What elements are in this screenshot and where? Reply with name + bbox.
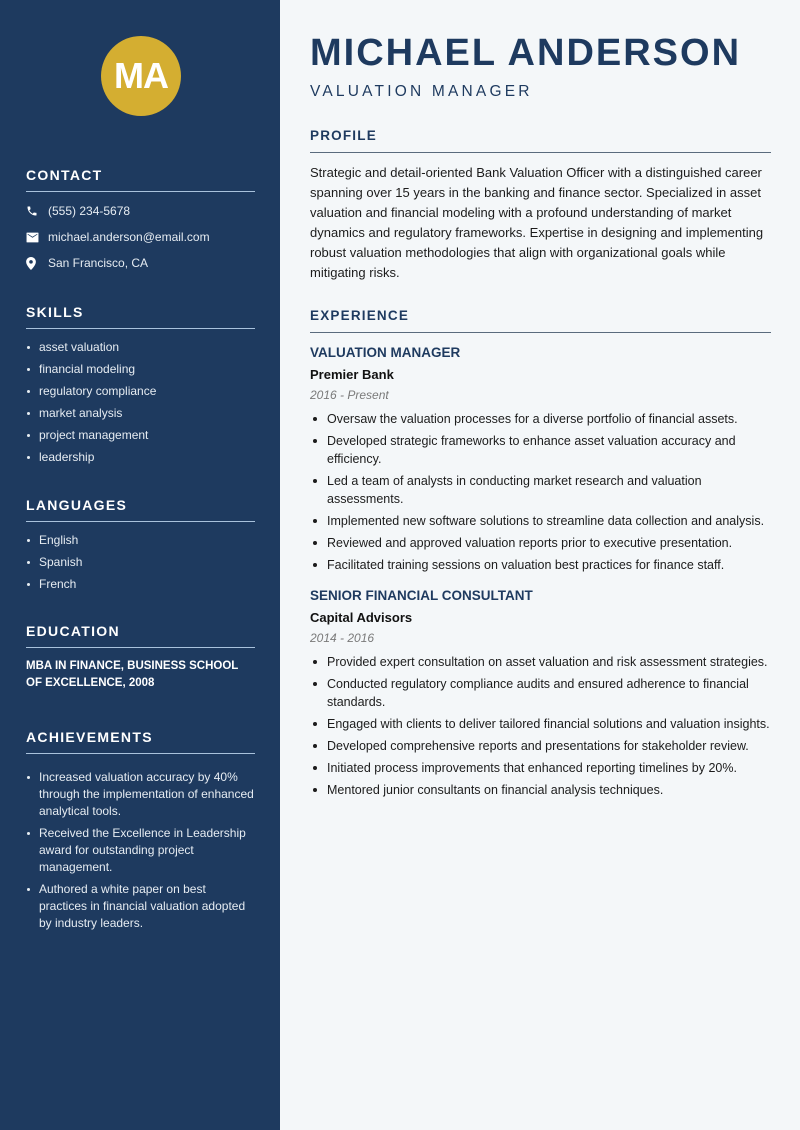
contact-phone-text: (555) 234-5678 [48, 204, 131, 218]
skill-item: asset valuation [26, 339, 255, 356]
skills-list [26, 339, 255, 466]
phone-icon [26, 205, 48, 217]
job-company: Capital Advisors [310, 610, 413, 625]
contact-email-text: michael.anderson@email.com [48, 230, 210, 244]
duty-item: Implemented new software solutions to streamline data collection and analysis. [310, 512, 771, 530]
candidate-title: VALUATION MANAGER [310, 83, 533, 100]
job-entry [310, 345, 771, 574]
languages-list [26, 532, 255, 593]
candidate-name: MICHAEL ANDERSON [310, 32, 742, 74]
achievements-heading: ACHIEVEMENTS [26, 729, 255, 754]
skills-heading: SKILLS [26, 304, 255, 329]
duty-item: Oversaw the valuation processes for a diverse portfolio of financial assets. [310, 410, 771, 428]
duty-item: Initiated process improvements that enhanced reporting timelines by 20%. [310, 759, 771, 777]
profile-text: Strategic and detail-oriented Bank Valuation Officer with a distinguished career spanning over 15 years in the banking and finance sector. Specialized in asset valuation and financial modeling with a profound understanding of market dynamics and regulatory frameworks. Expertise in designing and implementing robust valuation methodologies that align with organizational goals while mitigating risks. [310, 165, 764, 280]
contact-heading: CONTACT [26, 167, 255, 192]
duty-item: Conducted regulatory compliance audits and ensured adherence to financial standards. [310, 675, 771, 711]
education-heading: EDUCATION [26, 623, 255, 648]
skill-item: financial modeling [26, 361, 255, 378]
skill-item: project management [26, 427, 255, 444]
language-item: French [26, 576, 255, 593]
education-section [26, 623, 255, 692]
language-item: English [26, 532, 255, 549]
mail-icon [26, 232, 48, 243]
job-entry [310, 588, 771, 799]
languages-heading: LANGUAGES [26, 497, 255, 522]
achievements-section [26, 729, 255, 937]
location-pin-icon [26, 257, 48, 270]
languages-section [26, 497, 255, 598]
contact-section [26, 167, 255, 276]
duty-item: Facilitated training sessions on valuation best practices for finance staff. [310, 556, 771, 574]
duty-item: Developed comprehensive reports and presentations for stakeholder review. [310, 737, 771, 755]
profile-section [310, 128, 771, 283]
duty-item: Mentored junior consultants on financial analysis techniques. [310, 781, 771, 799]
contact-email[interactable] [26, 224, 255, 250]
job-dates: 2014 - 2016 [310, 631, 375, 645]
achievement-item: Increased valuation accuracy by 40% through the implementation of enhanced analytical tools. [26, 769, 255, 820]
contact-location-text: San Francisco, CA [48, 256, 149, 270]
duty-item: Developed strategic frameworks to enhance asset valuation accuracy and efficiency. [310, 432, 771, 468]
duty-item: Led a team of analysts in conducting market research and valuation assessments. [310, 472, 771, 508]
sidebar [0, 0, 280, 1130]
profile-heading: PROFILE [310, 128, 771, 153]
achievement-item: Received the Excellence in Leadership award for outstanding project management. [26, 825, 255, 876]
duty-item: Engaged with clients to deliver tailored financial solutions and valuation insights. [310, 715, 771, 733]
skill-item: market analysis [26, 405, 255, 422]
achievement-item: Authored a white paper on best practices in financial valuation adopted by industry leaders. [26, 881, 255, 932]
job-duties [310, 410, 771, 574]
skills-section [26, 304, 255, 471]
contact-phone[interactable] [26, 198, 255, 224]
job-duties [310, 653, 771, 799]
job-title: SENIOR FINANCIAL CONSULTANT [310, 588, 533, 603]
achievements-list [26, 769, 255, 932]
duty-item: Reviewed and approved valuation reports prior to executive presentation. [310, 534, 771, 552]
avatar [101, 36, 181, 116]
job-title: VALUATION MANAGER [310, 345, 461, 360]
experience-section [310, 308, 771, 803]
contact-location [26, 250, 255, 276]
experience-heading: EXPERIENCE [310, 308, 771, 333]
avatar-initials: MA [114, 55, 168, 96]
job-company: Premier Bank [310, 367, 394, 382]
language-item: Spanish [26, 554, 255, 571]
job-dates: 2016 - Present [310, 388, 389, 402]
duty-item: Provided expert consultation on asset valuation and risk assessment strategies. [310, 653, 771, 671]
skill-item: leadership [26, 449, 255, 466]
education-entry: MBA IN FINANCE, BUSINESS SCHOOL OF EXCELLENCE, 2008 [26, 660, 239, 689]
skill-item: regulatory compliance [26, 383, 255, 400]
